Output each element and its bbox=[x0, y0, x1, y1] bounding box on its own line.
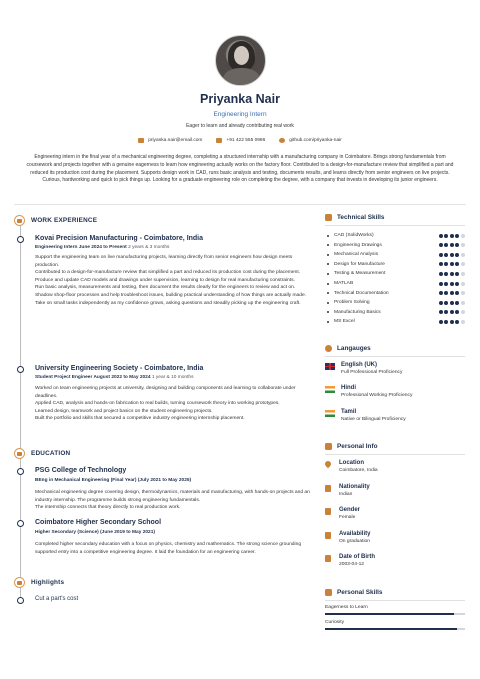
toolbox-icon bbox=[325, 214, 332, 221]
bullet-icon bbox=[327, 292, 329, 294]
contact-email[interactable] bbox=[138, 138, 202, 143]
rating-dot bbox=[439, 320, 443, 324]
skill-name: MS Excel bbox=[334, 319, 355, 325]
timeline-dot bbox=[17, 366, 24, 373]
rating-dot bbox=[439, 301, 443, 305]
contact-github[interactable] bbox=[279, 138, 342, 143]
languages-section-title: Langauges bbox=[337, 345, 371, 352]
job-role-dates: Student Project Engineer August 2022 to May 2024 1 year & 10 months bbox=[35, 375, 194, 380]
gender-icon bbox=[325, 508, 331, 515]
contact-phone[interactable] bbox=[216, 138, 265, 143]
work-section-title: WORK EXPERIENCE bbox=[31, 217, 98, 224]
rating-dot bbox=[450, 234, 454, 238]
rating-dot bbox=[450, 262, 454, 266]
rating-dot bbox=[450, 272, 454, 276]
rating-dot bbox=[450, 320, 454, 324]
rating-dot bbox=[444, 262, 448, 266]
rating-dot bbox=[444, 282, 448, 286]
bullet-icon bbox=[327, 302, 329, 304]
skill-name: Testing & Measurement bbox=[334, 271, 386, 277]
skill-item bbox=[327, 319, 465, 324]
user-gear-icon bbox=[325, 589, 332, 596]
personal-skill-bar bbox=[325, 613, 465, 615]
bullet-icon bbox=[327, 321, 329, 323]
id-card-icon bbox=[325, 443, 332, 450]
bullet-icon bbox=[327, 244, 329, 246]
skill-rating bbox=[439, 262, 465, 266]
github-text: github.com/priyanka-nair bbox=[289, 138, 342, 143]
bullet-icon bbox=[327, 283, 329, 285]
rating-dot bbox=[455, 262, 459, 266]
rating-dot bbox=[461, 301, 465, 305]
phone-text: +91 422 555 0986 bbox=[226, 138, 266, 143]
rating-dot bbox=[439, 272, 443, 276]
personal-skills-rule bbox=[325, 600, 465, 601]
skill-rating bbox=[439, 301, 465, 305]
personal-skills-section-header bbox=[325, 589, 382, 596]
degree-dates: Higher Secondary (Science) (June 2019 to May 2021) bbox=[35, 530, 155, 535]
timeline-dot bbox=[17, 520, 24, 527]
education-section-header bbox=[14, 448, 70, 459]
india-flag-icon bbox=[325, 386, 335, 393]
timeline-dot bbox=[17, 468, 24, 475]
bullet-icon bbox=[327, 273, 329, 275]
personal-skill-label: Eagerness to Learn bbox=[325, 605, 368, 610]
skill-item bbox=[327, 300, 465, 305]
personal-skill-fill bbox=[325, 628, 457, 630]
personal-skills-section-title: Personal Skills bbox=[337, 589, 383, 596]
education-description: Mechanical engineering degree covering design, thermodynamics, materials and manufacturing, with hands-on projects and an industry internship. The programme builds strong engineering fundamentals. The internship connects that theory directly to real production work. bbox=[35, 490, 310, 511]
tagline: Eager to learn and already contributing real work bbox=[186, 123, 294, 129]
rating-dot bbox=[439, 262, 443, 266]
info-item-nationality: Nationality Indian bbox=[325, 484, 370, 497]
email-icon bbox=[138, 138, 144, 143]
school-title: PSG College of Technology bbox=[35, 467, 127, 474]
contact-bar bbox=[0, 138, 480, 143]
rating-dot bbox=[461, 291, 465, 295]
job-description: Worked on team engineering projects at university, designing and building components and learning to collaborate under deadlines. Applied CAD, analysis and hands-on fabrication to real builds, turning coursework theory into working prototypes. Learned design, teamwork and project basics on the student engineering projects. Built the portfolio and skills that secured a competitive industry engineering internship placement. bbox=[35, 386, 296, 422]
skill-name: Design for Manufacture bbox=[334, 261, 385, 267]
info-item-availability: Availability On graduation bbox=[325, 531, 370, 544]
education-section-title: EDUCATION bbox=[31, 450, 71, 457]
rating-dot bbox=[444, 301, 448, 305]
timeline-line bbox=[20, 226, 21, 604]
rating-dot bbox=[455, 301, 459, 305]
bullet-icon bbox=[327, 311, 329, 313]
rating-dot bbox=[455, 282, 459, 286]
location-pin-icon bbox=[324, 460, 332, 468]
job-role-dates: Engineering Intern June 2024 to Present 2 years & 3 months bbox=[35, 245, 170, 250]
star-icon bbox=[14, 577, 25, 588]
rating-dot bbox=[439, 253, 443, 257]
skill-item bbox=[327, 233, 465, 238]
info-item-location: Location Coimbatore, India bbox=[325, 460, 378, 473]
school-title: Coimbatore Higher Secondary School bbox=[35, 519, 162, 526]
header-divider bbox=[14, 204, 466, 205]
rating-dot bbox=[455, 291, 459, 295]
personal-skill-label: Curiosity bbox=[325, 620, 345, 625]
phone-icon bbox=[216, 138, 222, 143]
skill-name: MATLAB bbox=[334, 281, 354, 286]
personal-info-section-title: Personal Info bbox=[337, 443, 378, 450]
rating-dot bbox=[455, 253, 459, 257]
rating-dot bbox=[450, 243, 454, 247]
skill-item bbox=[327, 281, 465, 286]
personal-info-section-header bbox=[325, 443, 377, 450]
uk-flag-icon bbox=[325, 363, 335, 370]
rating-dot bbox=[444, 291, 448, 295]
skill-item bbox=[327, 310, 465, 315]
skill-item bbox=[327, 271, 465, 276]
work-section-header bbox=[14, 215, 97, 226]
skill-name: Mechanical Analysis bbox=[334, 252, 379, 258]
rating-dot bbox=[461, 234, 465, 238]
rating-dot bbox=[455, 243, 459, 247]
graduation-cap-icon bbox=[14, 448, 25, 459]
bullet-icon bbox=[327, 235, 329, 237]
skills-rule bbox=[325, 225, 465, 226]
rating-dot bbox=[461, 253, 465, 257]
rating-dot bbox=[455, 234, 459, 238]
profile-photo bbox=[215, 35, 266, 86]
skill-rating bbox=[439, 320, 465, 324]
timeline-dot bbox=[17, 236, 24, 243]
rating-dot bbox=[450, 282, 454, 286]
job-title: Kovai Precision Manufacturing - Coimbatore, India bbox=[35, 235, 204, 242]
job-title: University Engineering Society - Coimbatore, India bbox=[35, 365, 204, 372]
bullet-icon bbox=[327, 263, 329, 265]
rating-dot bbox=[450, 253, 454, 257]
timeline-dot bbox=[17, 597, 24, 604]
rating-dot bbox=[444, 243, 448, 247]
candidate-role: Engineering Intern bbox=[213, 111, 267, 118]
skill-item bbox=[327, 252, 465, 257]
candidate-name: Priyanka Nair bbox=[200, 92, 280, 106]
rating-dot bbox=[439, 234, 443, 238]
language-item: Tamil Native or Bilingual Proficiency bbox=[325, 409, 406, 422]
rating-dot bbox=[450, 301, 454, 305]
rating-dot bbox=[444, 234, 448, 238]
skills-section-title: Technical Skills bbox=[337, 214, 385, 221]
email-text: priyanka.nair@email.com bbox=[148, 138, 203, 143]
languages-section-header bbox=[325, 345, 371, 352]
highlights-section-header bbox=[14, 577, 64, 588]
rating-dot bbox=[461, 272, 465, 276]
rating-dot bbox=[444, 320, 448, 324]
india-flag-icon bbox=[325, 410, 335, 417]
skill-item bbox=[327, 291, 465, 296]
skill-rating bbox=[439, 282, 465, 286]
briefcase-icon bbox=[14, 215, 25, 226]
skill-rating bbox=[439, 291, 465, 295]
profile-summary: Engineering intern in the final year of a mechanical engineering degree, completing a structured internship with a manufacturing company in Coimbatore. Brings strong fundamentals from coursework and projects together with a genuine eagerness to learn how engineering actually works on the factory floor. Contributed to a design-for-manufacture review that simplified a part and reduced its production cost during the placement. Supports design work in CAD, runs basic analysis and testing, documents results, and learns directly from senior engineers on live projects. Curious, hardworking and quick to pick things up. Looking for a graduate engineering role on completing the degree, with a company that invests in developing its junior engineers. bbox=[26, 154, 454, 184]
rating-dot bbox=[444, 310, 448, 314]
degree-dates: BEng in Mechanical Engineering (Final Year) (July 2021 to May 2025) bbox=[35, 478, 192, 483]
skill-item bbox=[327, 262, 465, 267]
skill-name: Engineering Drawings bbox=[334, 242, 382, 248]
info-item-gender: Gender Female bbox=[325, 507, 360, 520]
flag-icon bbox=[325, 485, 331, 492]
clock-icon bbox=[325, 532, 331, 539]
rating-dot bbox=[461, 310, 465, 314]
skill-name: CAD (SolidWorks) bbox=[334, 233, 374, 238]
skill-name: Technical Documentation bbox=[334, 290, 389, 296]
skill-rating bbox=[439, 272, 465, 276]
job-description: Support the engineering team on live manufacturing projects, learning directly from senior engineers how design meets production. Contributed to a design-for-manufacture review that simplified a part and reduced its production cost during the placement. Produce and update CAD models and drawings under supervision, learning to design for real manufacturing constraints. Run basic analysis, measurements and testing, then document the results clearly for the engineers to review and act on. Shadow shop-floor processes and help troubleshoot issues, building practical understanding of how things are actually made. Take on small tasks independently as my confidence grows, asking questions and steadily picking up the engineering craft. bbox=[35, 255, 307, 306]
bullet-icon bbox=[327, 254, 329, 256]
rating-dot bbox=[461, 262, 465, 266]
skill-rating bbox=[439, 234, 465, 238]
skill-rating bbox=[439, 310, 465, 314]
rating-dot bbox=[461, 320, 465, 324]
highlight-item: Cut a part's cost bbox=[35, 596, 79, 602]
skill-rating bbox=[439, 243, 465, 247]
languages-rule bbox=[325, 356, 465, 357]
personal-info-rule bbox=[325, 454, 465, 455]
rating-dot bbox=[439, 243, 443, 247]
rating-dot bbox=[450, 291, 454, 295]
skill-name: Problem Solving bbox=[334, 300, 370, 306]
skill-rating bbox=[439, 253, 465, 257]
rating-dot bbox=[461, 282, 465, 286]
rating-dot bbox=[455, 310, 459, 314]
calendar-icon bbox=[325, 555, 331, 562]
rating-dot bbox=[444, 272, 448, 276]
skills-section-header bbox=[325, 214, 384, 221]
language-item: Hindi Professional Working Proficiency bbox=[325, 385, 412, 398]
language-item: English (UK) Full Professional Proficiency bbox=[325, 362, 402, 375]
rating-dot bbox=[455, 320, 459, 324]
rating-dot bbox=[444, 253, 448, 257]
rating-dot bbox=[461, 243, 465, 247]
rating-dot bbox=[450, 310, 454, 314]
highlights-section-title: Highlights bbox=[31, 579, 65, 586]
rating-dot bbox=[455, 272, 459, 276]
rating-dot bbox=[439, 310, 443, 314]
personal-skill-fill bbox=[325, 613, 454, 615]
personal-skill-bar bbox=[325, 628, 465, 630]
rating-dot bbox=[439, 291, 443, 295]
rating-dot bbox=[439, 282, 443, 286]
skill-name: Manufacturing Basics bbox=[334, 309, 381, 315]
education-description: Completed higher secondary education with a focus on physics, chemistry and mathematics. The strong science grounding supported entry into a competitive engineering degree. It laid the foundation for an engineering career. bbox=[35, 542, 302, 555]
info-item-dob: Date of Birth 2003-04-12 bbox=[325, 554, 375, 567]
skill-item bbox=[327, 243, 465, 248]
globe-icon bbox=[325, 345, 332, 352]
github-icon bbox=[279, 138, 285, 143]
